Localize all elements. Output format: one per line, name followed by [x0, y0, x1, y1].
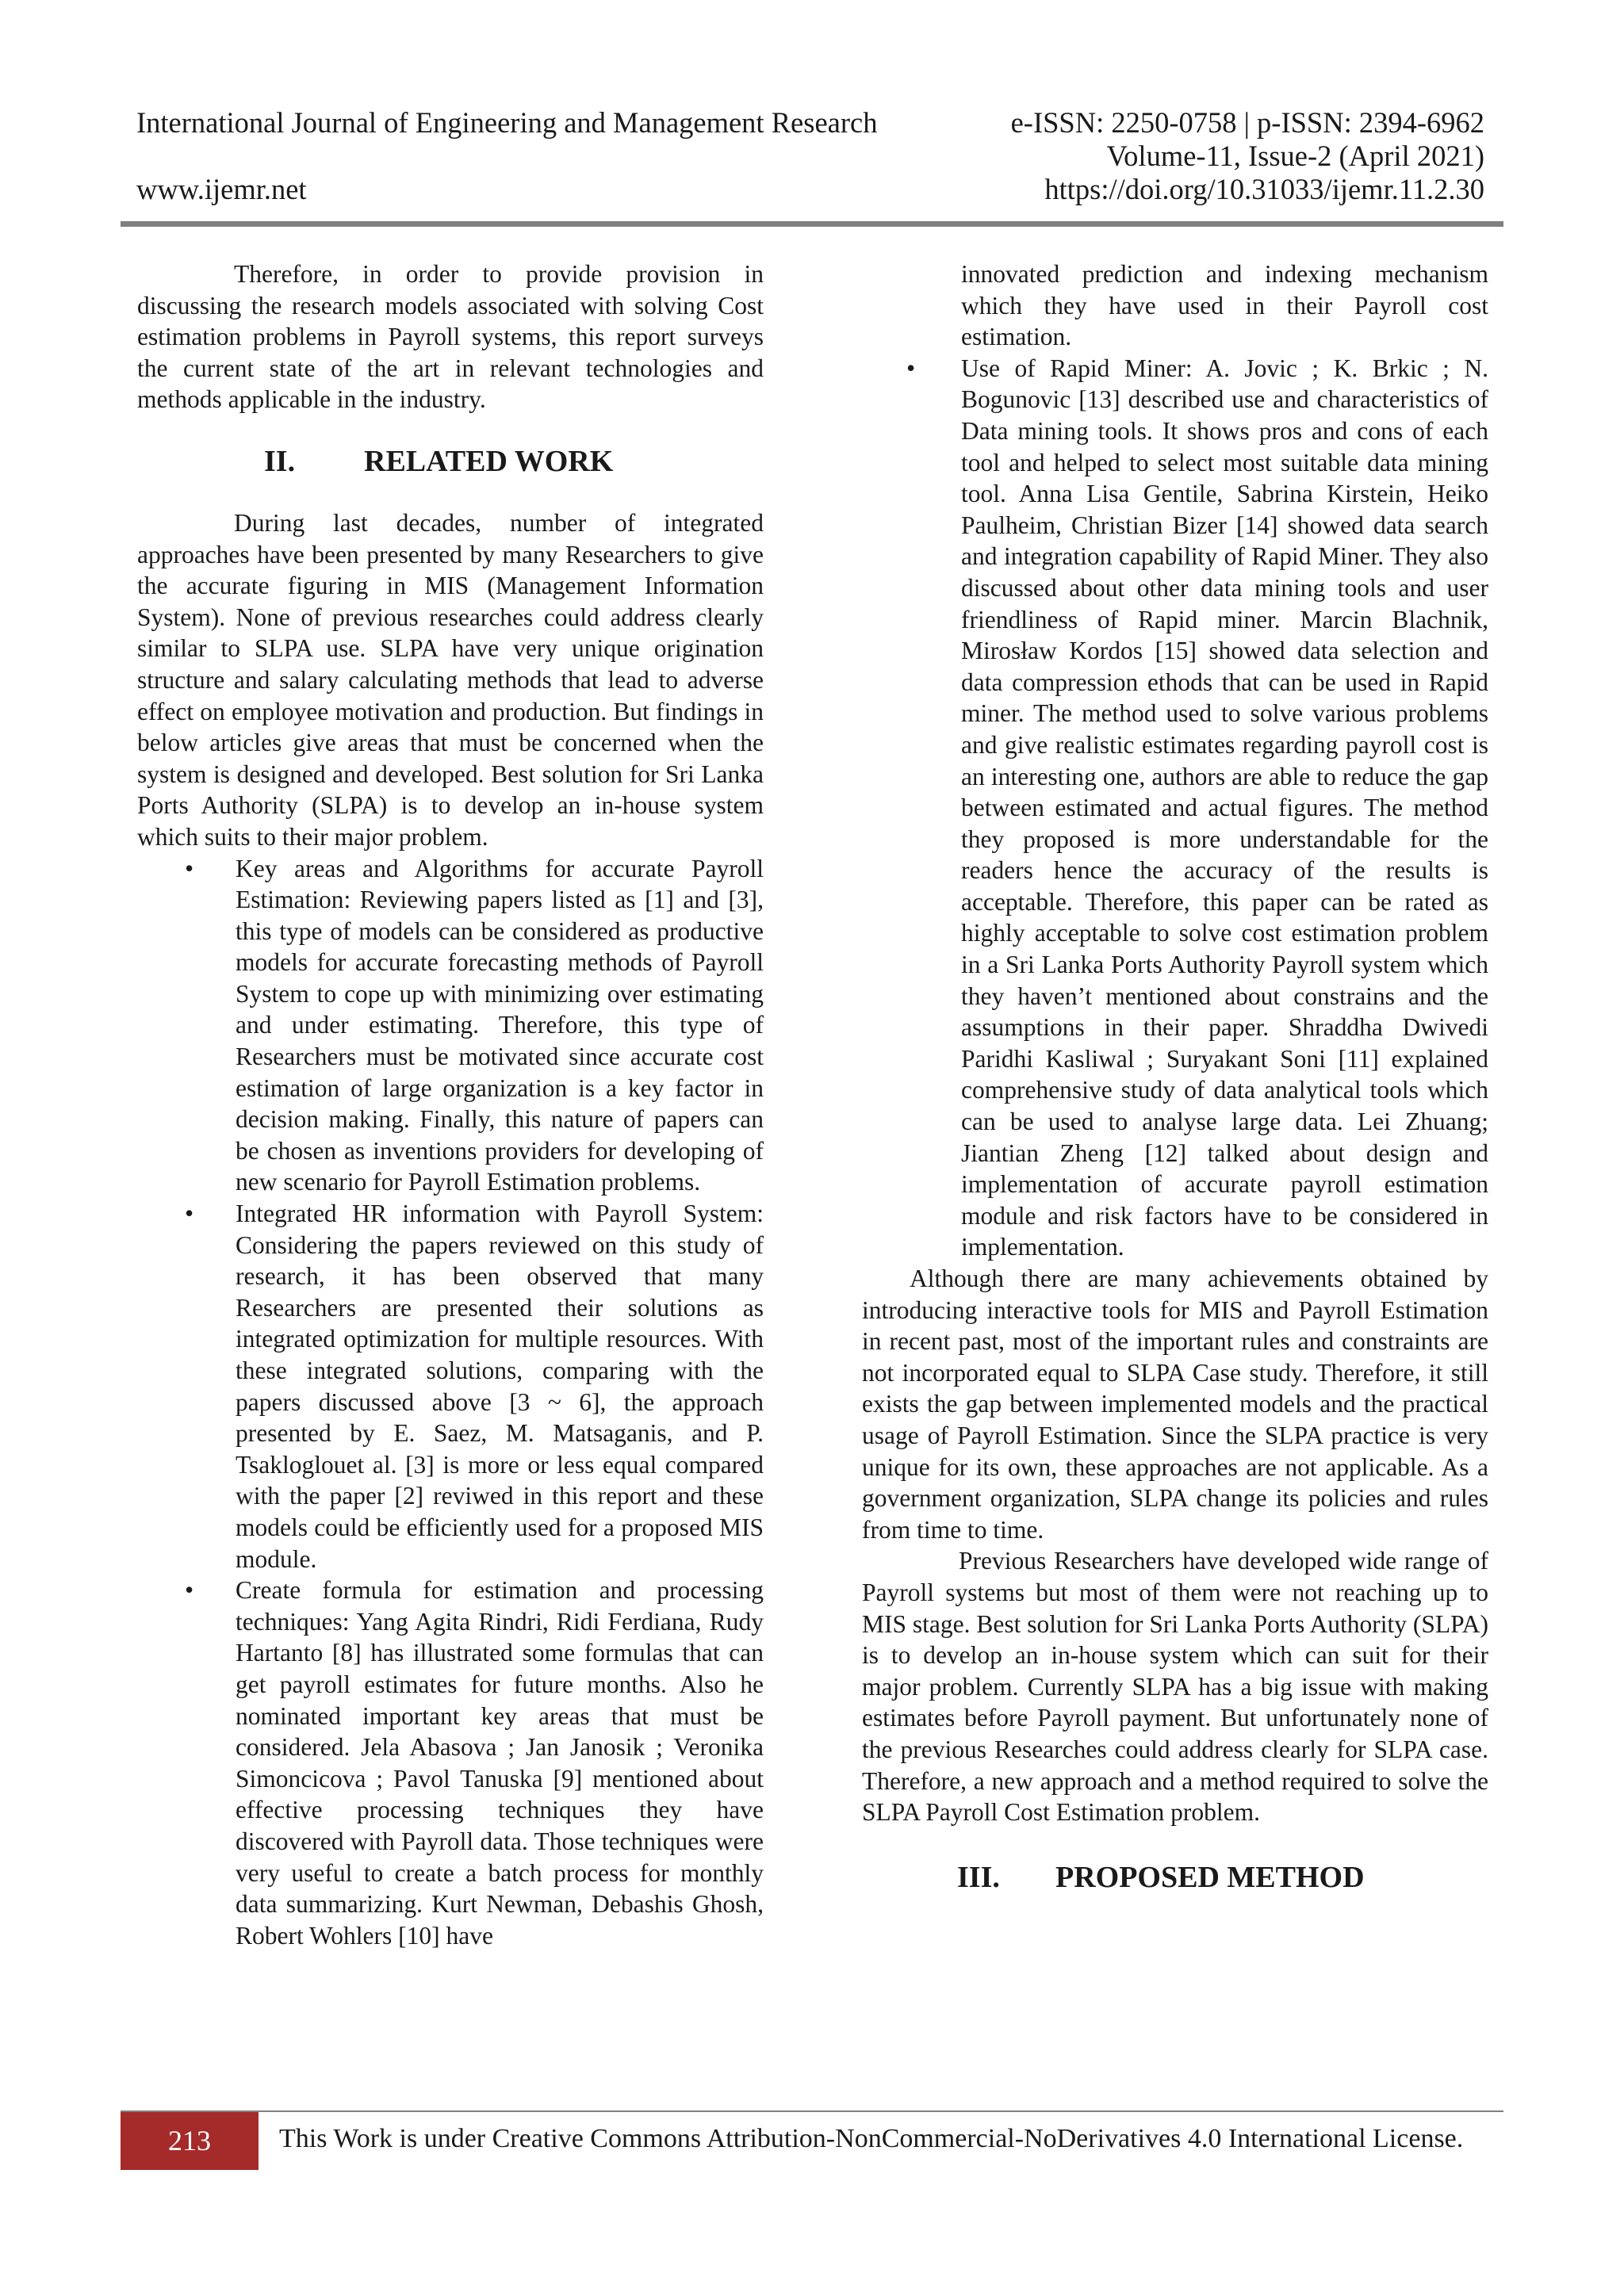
section-number: III.: [957, 1860, 1000, 1894]
journal-title: International Journal of Engineering and Management Research: [136, 106, 878, 139]
related-work-paragraph: During last decades, number of integrated approaches have been presented by many Researchers to give the accurate figuring in MIS (Management Information System). None of previous researches could address clearly similar to SLPA use. SLPA have very unique origination structure and salary calculating methods that lead to adverse effect on employee motivation and production. But findings in below articles give areas that must be concerned when the system is designed and developed. Best solution for Sri Lanka Ports Authority (SLPA) is to develop an in-house system which suits to their major problem.: [137, 508, 764, 851]
page-number: 213: [121, 2112, 259, 2170]
section-number: II.: [264, 444, 296, 478]
journal-website[interactable]: www.ijemr.net: [136, 173, 307, 205]
section-title: RELATED WORK: [364, 444, 614, 478]
section-heading-related-work: [137, 444, 764, 479]
list-item: • Create formula for estimation and processing techniques: Yang Agita Rindri, Ridi Ferdiana, Rudy Hartanto [8] has illustrated some formulas that can get payroll estimates for future months. Also he nominated important key areas that must be considered. Jela Abasova ; Jan Janosik ; Veronika Simoncicova ; Pavol Tanuska [9] mentioned about effective processing techniques they have discovered with Payroll data. Those techniques were very useful to create a batch process for monthly data summarizing. Kurt Newman, Debashis Ghosh, Robert Wohlers [10] have: [137, 1575, 764, 1951]
list-item: • Integrated HR information with Payroll System: Considering the papers reviewed on this study of research, it has been observed that many Researchers are presented their solutions as integrated optimization for multiple resources. With these integrated solutions, comparing with the papers discussed above [3 ~ 6], the approach presented by E. Saez, M. Matsaganis, and P. Tsakloglouet al. [3] is more or less equal compared with the paper [2] reviwed in this report and these models could be efficiently used for a proposed MIS module.: [137, 1198, 764, 1575]
right-column: [862, 258, 1488, 1923]
intro-paragraph: Therefore, in order to provide provision in discussing the research models associated with solving Cost estimation problems in Payroll systems, this report surveys the current state of the art in relevant technologies and methods applicable in the industry.: [137, 260, 764, 414]
section-title: PROPOSED METHOD: [1055, 1860, 1365, 1894]
header-left: [136, 106, 877, 206]
issn: e-ISSN: 2250-0758 | p-ISSN: 2394-6962: [1010, 106, 1484, 139]
left-column: [137, 258, 764, 1951]
previous-researchers-paragraph: Previous Researchers have developed wide range of Payroll systems but most of them were not reaching up to MIS stage. Best solution for Sri Lanka Ports Authority (SLPA) is to develop an in-house system which can suit for their major problem. Currently SLPA has a big issue with making estimates before Payroll payment. But unfortunately none of the previous Researches could address clearly for SLPA case. Therefore, a new approach and a method required to solve the SLPA Payroll Cost Estimation problem.: [862, 1547, 1488, 1827]
doi-link[interactable]: https://doi.org/10.31033/ijemr.11.2.30: [1044, 173, 1484, 205]
license-text: This Work is under Creative Commons Attribution-NonCommercial-NoDerivatives 4.0 International License.: [279, 2124, 1464, 2153]
header-right: [1011, 106, 1484, 206]
list-item: • Key areas and Algorithms for accurate Payroll Estimation: Reviewing papers listed as [1] and [3], this type of models can be considered as productive models for accurate forecasting methods of Payroll System to cope up with minimizing over estimating and under estimating. Therefore, this type of Researchers must be motivated since accurate cost estimation of large organization is a key factor in decision making. Finally, this nature of papers can be chosen as inventions providers for developing of new scenario for Payroll Estimation problems.: [137, 853, 764, 1199]
volume-issue: Volume-11, Issue-2 (April 2021): [1106, 140, 1484, 172]
footer-rule: [121, 2110, 1503, 2112]
list-item: • Use of Rapid Miner: A. Jovic ; K. Brkic ; N. Bogunovic [13] described use and characteristics of Data mining tools. It shows pros and cons of each tool and helped to select most suitable data mining tool. Anna Lisa Gentile, Sabrina Kirstein, Heiko Paulheim, Christian Bizer [14] showed data search and integration capability of Rapid Miner. They also discussed about other data mining tools and user friendliness of Rapid miner. Marcin Blachnik, Mirosław Kordos [15] showed data selection and data compression ethods that can be used in Rapid miner. The method used to solve various problems and give realistic estimates regarding payroll cost is an interesting one, authors are able to reduce the gap between estimated and actual figures. The method they proposed is more understandable for the readers hence the accuracy of the results is acceptable. Therefore, this paper can be rated as highly acceptable to solve cost estimation problem in a Sri Lanka Ports Authority Payroll system which they haven’t mentioned about constrains and the assumptions in their paper. Shraddha Dwivedi Paridhi Kasliwal ; Suryakant Soni [11] explained comprehensive study of data analytical tools which can be used to analyse large data. Lei Zhuang; Jiantian Zheng [12] talked about design and implementation of accurate payroll estimation module and risk factors have to be considered in implementation.: [862, 353, 1488, 1263]
bullet-list-right: [961, 353, 1488, 1263]
achievements-paragraph: Although there are many achievements obtained by introducing interactive tools for MIS and Payroll Estimation in recent past, most of the important rules and constraints are not incorporated equal to SLPA Case study. Therefore, it still exists the gap between implemented models and the practical usage of Payroll Estimation. Since the SLPA practice is very unique for its own, these approaches are not applicable. As a government organization, SLPA change its policies and rules from time to time.: [862, 1265, 1488, 1544]
bullet-list: [137, 853, 764, 1952]
header-rule: [121, 221, 1503, 227]
continued-bullet-text: innovated prediction and indexing mechanism which they have used in their Payroll cost estimation.: [961, 260, 1488, 351]
section-heading-proposed-method: [862, 1860, 1488, 1895]
